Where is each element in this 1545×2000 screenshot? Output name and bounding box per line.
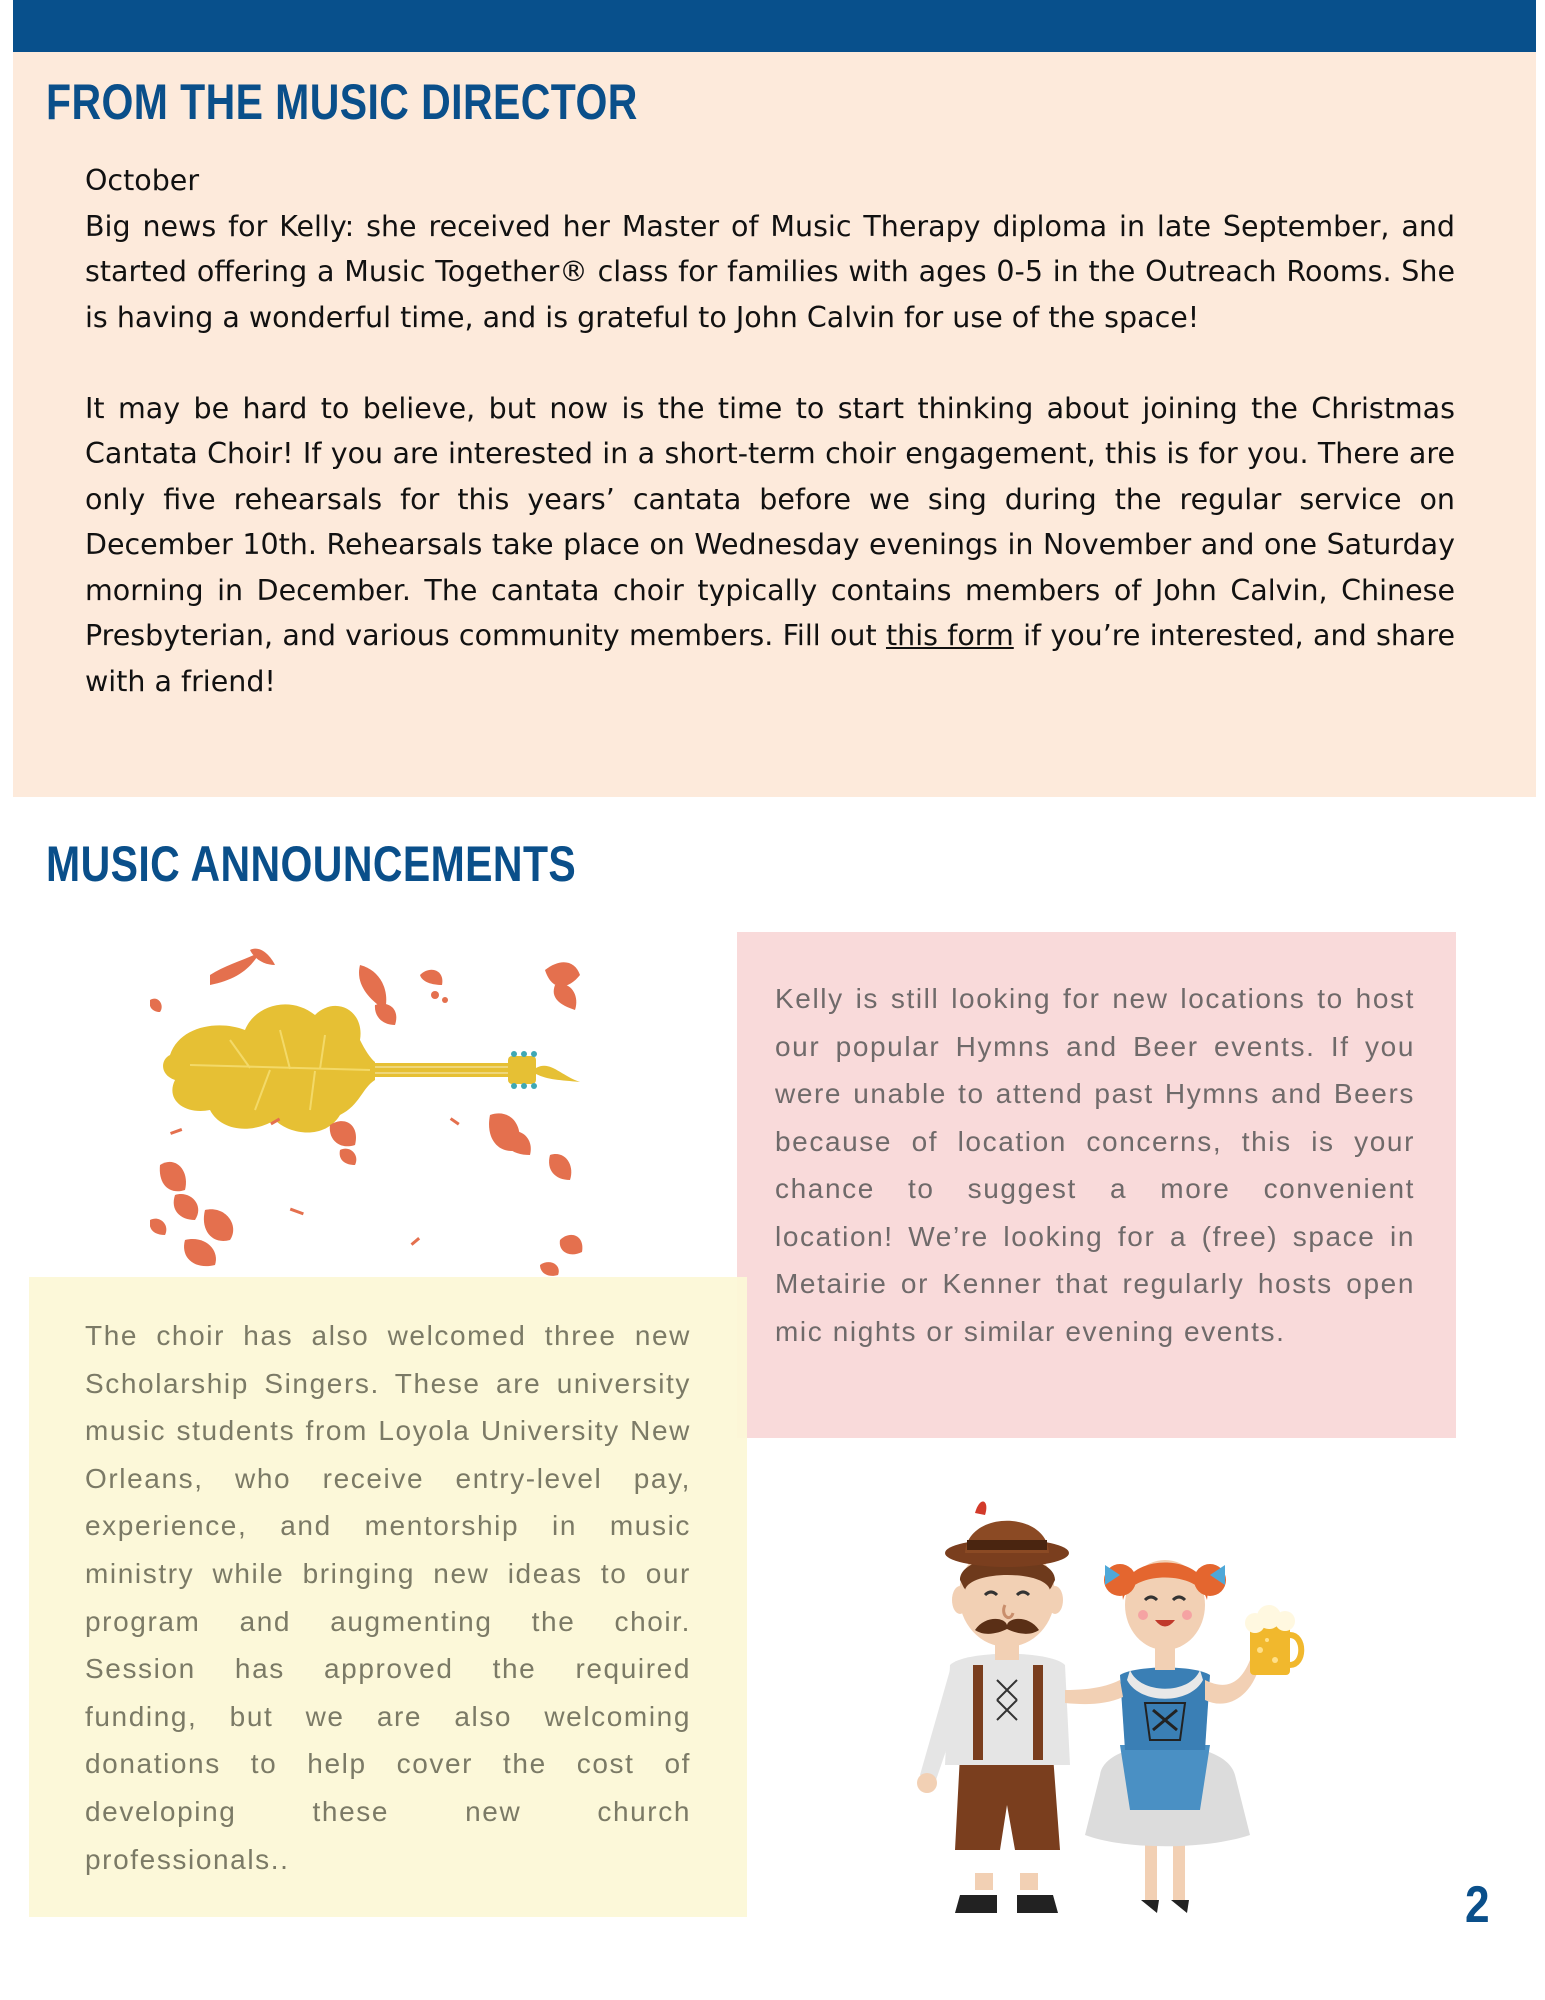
page-number: 2 bbox=[1465, 1876, 1490, 1934]
guitar-head bbox=[508, 1056, 536, 1084]
letter-paragraph-cantata bbox=[85, 386, 1455, 705]
cantata-text: It may be hard to believe, but now is the time to start thinking about joining the Christmas Cantata Choir! If you are interested in a short-term choir engagement, this is for you. There are only five rehearsals for this years’ cantata before we sing during the regular service on December 10th. Rehearsals take place on Wednesday evenings in November and one Saturday morning in December. The cantata choir typically contains members of John Calvin, Chinese Presbyterian, and various community members. Fill out bbox=[85, 391, 1455, 652]
scholarship-singers-text: The choir has also welcomed three new Scholarship Singers. These are university music students from Loyola University New Orleans, who receive entry-level pay, experience, and mentorship in music ministry while bringing new ideas to our program and augmenting the choir. Session has approved the required funding, but we are also welcoming donations to help cover the cost of developing these new church professionals.. bbox=[85, 1320, 691, 1875]
music-director-letter bbox=[85, 158, 1455, 704]
oktoberfest-couple-illustration bbox=[905, 1465, 1315, 1925]
guitar-neck bbox=[370, 1063, 510, 1077]
hymns-and-beer-text: Kelly is still looking for new locations to host our popular Hymns and Beer events. If you were unable to attend past Hymns and Beers because of location concerns, this is your chance to suggest a more convenient location! We’re looking for a (free) space in Metairie or Kenner that regularly hosts open mic nights or similar evening events. bbox=[775, 983, 1415, 1347]
section-title-music-director: FROM THE MUSIC DIRECTOR bbox=[46, 74, 638, 130]
paragraph-gap bbox=[85, 340, 1455, 386]
man-figure bbox=[917, 1501, 1070, 1913]
cantata-form-link[interactable]: this form bbox=[885, 619, 1014, 652]
section-title-music-announcements: MUSIC ANNOUNCEMENTS bbox=[46, 836, 577, 892]
header-bar bbox=[13, 0, 1536, 52]
letter-paragraph-kelly-news: Big news for Kelly: she received her Master of Music Therapy diploma in late September, and started offering a Music Together® class for families with ages 0-5 in the Outreach Rooms. She is having a wonderful time, and is grateful to John Calvin for use of the space! bbox=[85, 209, 1455, 334]
letter-month: October bbox=[85, 164, 200, 197]
cantata-text-end: if you’re interested, and share with a friend! bbox=[85, 619, 1455, 698]
woman-figure bbox=[1065, 1560, 1301, 1913]
autumn-guitar-illustration bbox=[150, 940, 600, 1280]
